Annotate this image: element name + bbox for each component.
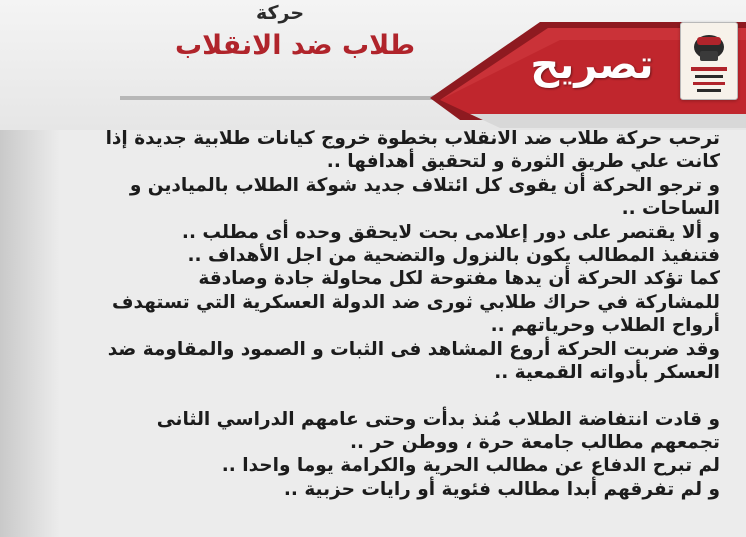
statement-body bbox=[48, 127, 720, 501]
statement-line: العسكر بأدواته القمعية .. bbox=[494, 361, 720, 383]
statement-line: كانت علي طريق الثورة و لتحقيق أهدافها .. bbox=[326, 151, 720, 173]
statement-line: الساحات .. bbox=[621, 198, 720, 220]
statement-line: تجمعهم مطالب جامعة حرة ، ووطن حر .. bbox=[349, 432, 720, 454]
statement-line: وقد ضربت الحركة أروع المشاهد فى الثبات و الصمود والمقاومة ضد bbox=[107, 338, 720, 360]
movement-label: حركة bbox=[255, 2, 305, 24]
movement-name: طلاب ضد الانقلاب bbox=[174, 30, 416, 61]
statement-line: ترحب حركة طلاب ضد الانقلاب بخطوة خروج كيانات طلابية جديدة إذا bbox=[105, 128, 720, 149]
statement-line: و لم تفرقهم أبدا مطالب فئوية أو رايات حزبية .. bbox=[283, 478, 720, 500]
statement-line: و ألا يقتصر على دور إعلامى بحت لايحقق وحده أى مطلب .. bbox=[181, 221, 720, 243]
statement-line: كما تؤكد الحركة أن يدها مفتوحة لكل محاولة جادة وصادقة bbox=[198, 268, 720, 290]
statement-line: و ترجو الحركة أن يقوى كل ائتلاف جديد شوكة الطلاب بالميادين و bbox=[129, 174, 720, 196]
statement-line: و قادت انتفاضة الطلاب مُنذ بدأت وحتى عامهم الدراسي الثانى bbox=[156, 408, 720, 430]
statement-line: للمشاركة في حراك طلابي ثورى ضد الدولة العسكرية التي تستهدف bbox=[112, 291, 720, 313]
fist-logo-icon bbox=[680, 22, 738, 100]
paragraph-gap bbox=[48, 384, 720, 407]
statement-title: تصريح bbox=[530, 42, 654, 88]
statement-line: لم تبرح الدفاع عن مطالب الحرية والكرامة يوما واحدا .. bbox=[221, 455, 720, 477]
statement-line: أرواح الطلاب وحرياتهم .. bbox=[490, 315, 720, 337]
statement-line: فتنفيذ المطالب يكون بالنزول والتضحية من اجل الأهداف .. bbox=[187, 244, 720, 266]
